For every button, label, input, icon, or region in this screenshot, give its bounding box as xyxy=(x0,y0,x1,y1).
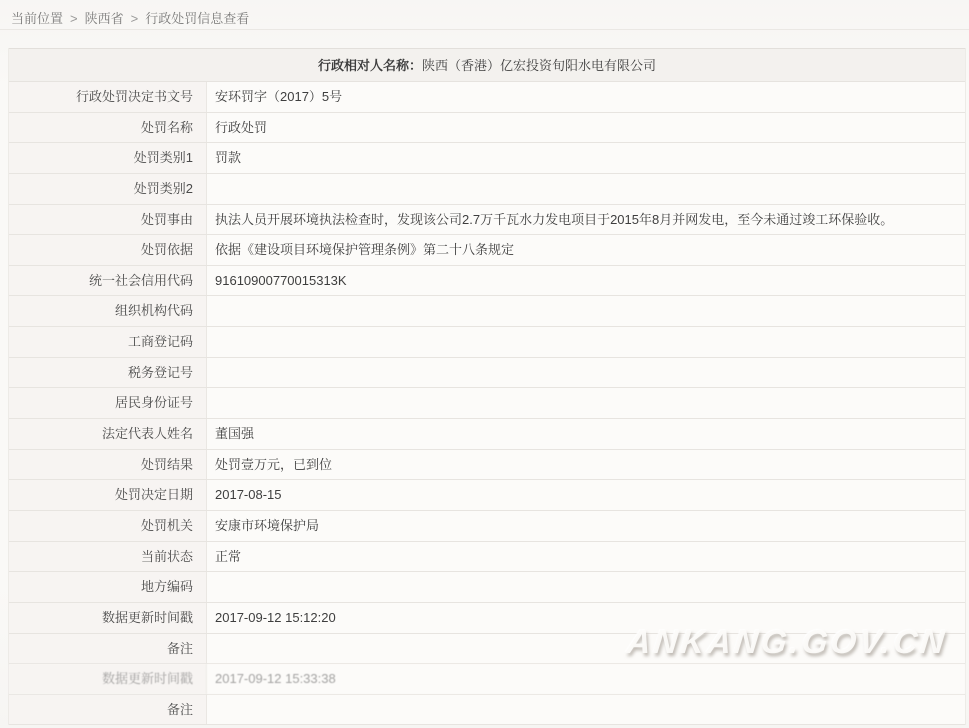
row-value xyxy=(207,174,965,204)
table-row xyxy=(9,235,965,266)
row-label: 备注 xyxy=(9,634,207,664)
row-label: 统一社会信用代码 xyxy=(9,266,207,296)
table-row xyxy=(9,511,965,542)
table-row xyxy=(9,174,965,205)
table-row xyxy=(9,358,965,389)
party-name-header-row xyxy=(9,48,965,82)
breadcrumb-current-location-label: 当前位置 xyxy=(11,11,64,26)
row-value xyxy=(207,572,965,602)
row-value: 处罚壹万元，已到位 xyxy=(207,450,965,480)
row-value xyxy=(207,388,965,418)
row-label: 处罚结果 xyxy=(9,450,207,480)
table-row xyxy=(9,542,965,573)
breadcrumb-separator: > xyxy=(70,11,78,26)
row-value: 罚款 xyxy=(207,143,965,173)
breadcrumb-separator: > xyxy=(130,11,139,26)
row-label: 行政处罚决定书文号 xyxy=(9,82,207,112)
row-value: 2017-08-15 xyxy=(207,480,965,510)
table-row xyxy=(9,634,965,665)
table-row xyxy=(9,143,965,174)
party-name-value: 陕西（香港）亿宏投资旬阳水电有限公司 xyxy=(422,58,657,73)
table-row xyxy=(9,450,965,481)
row-value: 正常 xyxy=(207,542,965,572)
row-value: 2017-09-12 15:33:38 xyxy=(207,664,965,694)
row-value xyxy=(207,327,965,357)
row-label: 当前状态 xyxy=(9,542,207,572)
row-label: 地方编码 xyxy=(9,572,207,602)
row-value: 董国强 xyxy=(207,419,965,449)
row-value: 行政处罚 xyxy=(207,113,965,143)
ankang-gov-watermark: ANKANG.GOV.CN xyxy=(625,623,950,660)
table-row xyxy=(9,266,965,297)
row-label: 备注 xyxy=(9,695,207,725)
row-label: 法定代表人姓名 xyxy=(9,419,207,449)
table-row xyxy=(9,113,965,144)
row-label: 处罚类别1 xyxy=(9,143,207,173)
breadcrumb-page-label: 行政处罚信息查看 xyxy=(145,11,250,26)
row-value xyxy=(207,358,965,388)
row-value: 执法人员开展环境执法检查时，发现该公司2.7万千瓦水力发电项目于2015年8月并网发电，至今未通过竣工环保验收。 xyxy=(207,205,965,235)
row-label: 工商登记码 xyxy=(9,327,207,357)
row-value: 安环罚字（2017）5号 xyxy=(207,82,965,112)
row-value: 2017-09-12 15:12:20 xyxy=(207,603,965,633)
row-label: 处罚事由 xyxy=(9,205,207,235)
row-label: 居民身份证号 xyxy=(9,388,207,418)
table-row xyxy=(9,388,965,419)
table-row xyxy=(9,664,965,695)
row-label: 处罚依据 xyxy=(9,235,207,265)
row-label: 数据更新时间戳 xyxy=(9,603,207,633)
row-label: 组织机构代码 xyxy=(9,296,207,326)
table-row xyxy=(9,327,965,358)
row-label: 处罚机关 xyxy=(9,511,207,541)
row-label: 处罚决定日期 xyxy=(9,480,207,510)
table-row xyxy=(9,480,965,511)
table-row xyxy=(9,296,965,327)
row-label: 处罚名称 xyxy=(9,113,207,143)
row-label: 税务登记号 xyxy=(9,358,207,388)
table-row xyxy=(9,603,965,634)
breadcrumb-province-link[interactable]: 陕西省 xyxy=(84,11,124,26)
breadcrumb xyxy=(0,0,969,30)
row-value xyxy=(207,296,965,326)
table-row xyxy=(9,695,965,726)
row-value xyxy=(207,695,965,725)
table-row xyxy=(9,82,965,113)
table-body xyxy=(9,82,965,725)
row-value: 91610900770015313K xyxy=(207,266,965,296)
row-label: 处罚类别2 xyxy=(9,174,207,204)
party-name-label: 行政相对人名称： xyxy=(317,58,422,73)
table-row xyxy=(9,419,965,450)
table-row xyxy=(9,205,965,236)
row-value: 安康市环境保护局 xyxy=(207,511,965,541)
row-label: 数据更新时间戳 xyxy=(9,664,207,694)
penalty-info-table xyxy=(8,48,966,725)
row-value: 依据《建设项目环境保护管理条例》第二十八条规定 xyxy=(207,235,965,265)
row-value xyxy=(207,634,965,664)
table-row xyxy=(9,572,965,603)
